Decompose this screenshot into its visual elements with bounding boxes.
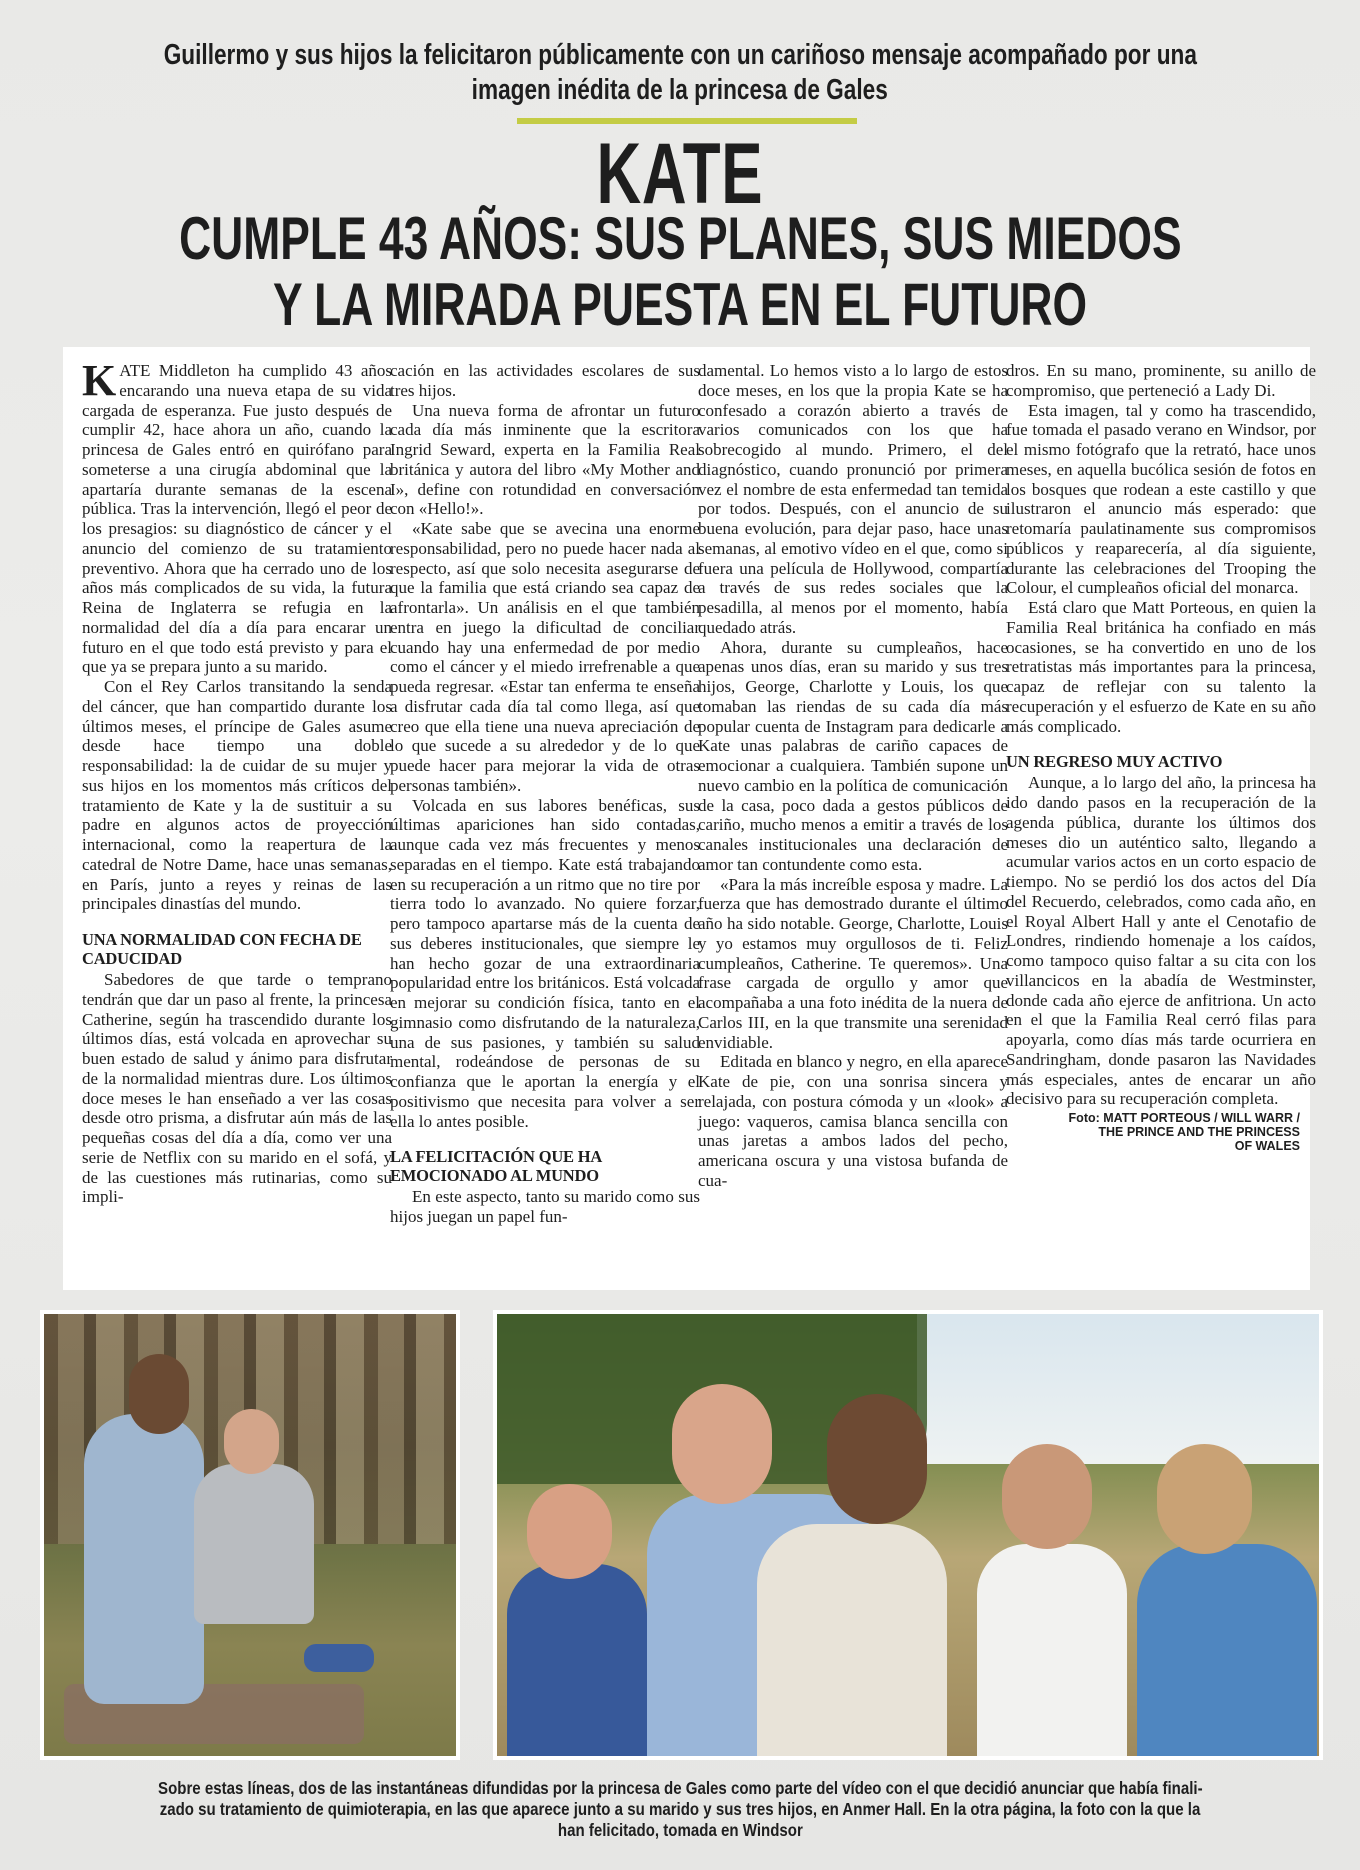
paragraph bbox=[82, 356, 392, 677]
photo-family bbox=[493, 1310, 1323, 1760]
subheading: UN REGRESO MUY ACTIVO bbox=[1006, 752, 1223, 772]
accent-rule bbox=[517, 118, 857, 124]
caption-line: Sobre estas líneas, dos de las instantáneas difundidas por la princesa de Gales como parte del vídeo con el que decidió anunciar que había finali- bbox=[157, 1778, 1203, 1798]
paragraph: Aunque, a lo largo del año, la princesa ha ido dando pasos en la recuperación de la agenda pública, durante los últimos dos meses dio un auténtico salto, llegando a acumular varios actos en un corto espacio de tiempo. No se perdió los dos actos del Día del Recuerdo, celebrados, como cada año, en el Royal Albert Hall y ante el Cenotafio de Londres, rindiendo homenaje a los caídos, como tampoco quiso faltar a su cita con los villancicos en la abadía de Westminster, donde cada año ejerce de anfitriona. Un acto en el que la Familia Real cerró filas para apoyarla, como días más tarde ocurriera en Sandringham, donde pasaron las Navidades más especiales, antes de encarar un año decisivo para su recuperación completa. bbox=[1006, 773, 1316, 1109]
paragraph: Volcada en sus labores benéficas, sus últimas apariciones han sido contadas, aunque cada vez más frecuentes y menos separadas en el tiempo. Kate está trabajando en su recuperación a un ritmo que no tire por tierra todo lo avanzado. No quiere forzar, pero tampoco apartarse más de la cuenta de sus deberes institucionales, que siempre le han hecho gozar de una extraordinaria popularidad entre los británicos. Está volcada en mejorar su condición física, tanto en el gimnasio como disfrutando de la naturaleza, una de sus pasiones, y también su salud mental, rodeándose de personas de su confianza que le aportan la energía y el positivismo que necesita para volver a ser ella lo antes posible. bbox=[390, 795, 700, 1131]
headline-line: CUMPLE 43 AÑOS: SUS PLANES, SUS MIEDOS bbox=[178, 205, 1182, 272]
kicker-line: Guillermo y sus hijos la felicitaron públicamente con un cariñoso mensaje acompañado por una bbox=[163, 39, 1197, 71]
paragraph-text: ATE Middleton ha cumplido 43 años encarando una nueva etapa de su vida cargada de esperanza. Fue justo después de cumplir 42, hace ahora un año, cuando la princesa de Gales entró en quirófano para someterse a una cirugía abdominal que la apartaría durante semanas de la escena pública. Tras la intervención, llegó el peor de los presagios: su diagnóstico de cáncer y el anuncio del comienzo de su tratamiento preventivo. Ahora que ha cerrado uno de los años más complicados de su vida, la futura Reina de Inglaterra se refugia en la normalidad del día a día para encarar un futuro en el que todo está previsto y para el que ya se prepara junto a su marido. bbox=[82, 361, 392, 677]
kicker bbox=[0, 38, 1360, 108]
credit-line: THE PRINCE AND THE PRINCESS bbox=[1098, 1125, 1300, 1139]
credit-line: Foto: MATT PORTEOUS / WILL WARR / bbox=[1068, 1111, 1300, 1125]
paragraph: dros. En su mano, prominente, su anillo de compromiso, que perteneció a Lady Di. bbox=[1006, 361, 1316, 400]
caption-line: zado su tratamiento de quimioterapia, en las que aparece junto a su marido y sus tres hijos, en Anmer Hall. En la otra página, la foto con la que la bbox=[159, 1799, 1201, 1819]
article-body bbox=[63, 347, 1316, 1290]
subheading: LA FELICITACIÓN QUE HA EMOCIONADO AL MUNDO bbox=[390, 1147, 602, 1186]
paragraph: Ahora, durante su cumpleaños, hace apenas unos días, eran su marido y sus tres hijos, George, Charlotte y Louis, los que tomaban las riendas de su cada día más popular cuenta de Instagram para dedicarle a Kate unas palabras de cariño capaces de emocionar a cualquiera. También supone un nuevo cambio en la política de comunicación de la casa, poco dada a gestos públicos de cariño, mucho menos a emitir a través de los canales institucionales una declaración de amor tan contundente como esta. bbox=[698, 637, 1008, 874]
paragraph: Una nueva forma de afrontar un futuro cada día más inminente que la escritora Ingrid Seward, experta en la Familia Real británica y autora del libro «My Mother and I», define con rotundidad en conversación con «Hello!». bbox=[390, 400, 700, 519]
column-3 bbox=[698, 361, 1008, 1191]
paragraph: «Kate sabe que se avecina una enorme responsabilidad, pero no puede hacer nada al respecto, así que solo necesita asegurarse de que la familia que está criando sea capaz de afrontarla». Un análisis en el que también entra en juego la dificultad de conciliar cuando hay una enfermedad de por medio como el cáncer y el miedo irrefrenable a que pueda regresar. «Estar tan enferma te enseña a disfrutar cada día tal como llega, así que creo que ella tiene una nueva apreciación de lo que sucede a su alrededor y de lo que puede hacer para mejorar la vida de otras personas también». bbox=[390, 519, 700, 795]
paragraph: Esta imagen, tal y como ha trascendido, fue tomada el pasado verano en Windsor, por el mismo fotógrafo que la retrató, hace unos meses, en aquella bucólica sesión de fotos en los bosques que rodean a este castillo y que ilustraron el anuncio más esperado: que retomaría paulatinamente sus compromisos públicos y reaparecería, al día siguiente, durante las celebraciones del Trooping the Colour, el cumpleaños oficial del monarca. bbox=[1006, 400, 1316, 598]
photo-credit bbox=[1006, 1111, 1316, 1153]
photo-caption bbox=[40, 1778, 1320, 1841]
column-1 bbox=[82, 356, 392, 1207]
paragraph: cación en las actividades escolares de sus tres hijos. bbox=[390, 361, 700, 400]
paragraph: En este aspecto, tanto su marido como sus hijos juegan un papel fun- bbox=[390, 1187, 700, 1226]
credit-line: OF WALES bbox=[1234, 1139, 1300, 1153]
headline-line: Y LA MIRADA PUESTA EN EL FUTURO bbox=[272, 271, 1088, 338]
drop-cap: K bbox=[82, 356, 117, 405]
paragraph: Sabedores de que tarde o temprano tendrán que dar un paso al frente, la princesa Catherine, según ha trascendido durante los últimos días, está volcada en aprovechar su buen estado de salud y ánimo para disfrutar de la normalidad mientras dure. Los últimos doce meses le han enseñado a ver las cosas desde otro prisma, a disfrutar aún más de las pequeñas cosas del día a día, como ver una serie de Netflix con su marido en el sofá, y de las cuestiones más rutinarias, como su impli- bbox=[82, 970, 392, 1207]
paragraph: Con el Rey Carlos transitando la senda del cáncer, que han compartido durante los últimos meses, el príncipe de Gales asume desde hace tiempo una doble responsabilidad: la de cuidar de su mujer y sus hijos en los momentos más críticos del tratamiento de Kate y la de sustituir a su padre en algunos actos de proyección internacional, como la reapertura de la catedral de Notre Dame, hace unas semanas, en París, junto a reyes y reinas de las principales dinastías del mundo. bbox=[82, 677, 392, 914]
photo-couple-forest bbox=[40, 1310, 460, 1760]
headline bbox=[0, 206, 1360, 338]
paragraph: Está claro que Matt Porteous, en quien la Familia Real británica ha confiado en más ocasiones, se ha convertido en uno de los retratistas más importantes para la princesa, capaz de reflejar con su talento la recuperación y el esfuerzo de Kate en su año más complicado. bbox=[1006, 598, 1316, 736]
column-2 bbox=[390, 361, 700, 1227]
paragraph: Editada en blanco y negro, en ella aparece Kate de pie, con una sonrisa sincera y relajada, con postura cómoda y un «look» a juego: vaqueros, camisa blanca sencilla con unas jaretas a ambos lados del pecho, americana oscura y una vistosa bufanda de cua- bbox=[698, 1052, 1008, 1190]
caption-line: han felicitado, tomada en Windsor bbox=[557, 1820, 803, 1840]
title-text: KATE bbox=[596, 126, 764, 222]
paragraph: «Para la más increíble esposa y madre. La fuerza que has demostrado durante el último año ha sido notable. George, Charlotte, Louis y yo estamos muy orgullosos de ti. Feliz cumpleaños, Catherine. Te queremos». Una frase cargada de orgullo y amor que acompañaba a una foto inédita de la nuera de Carlos III, en la que transmite una serenidad envidiable. bbox=[698, 874, 1008, 1052]
kicker-line: imagen inédita de la princesa de Gales bbox=[471, 74, 889, 106]
paragraph: damental. Lo hemos visto a lo largo de estos doce meses, en los que la propia Kate se ha confesado a corazón abierto a través de varios comunicados con los que ha sobrecogido al mundo. Primero, el del diagnóstico, cuando pronunció por primera vez el nombre de esta enfermedad tan temida por todos. Después, con el anuncio de su buena evolución, para dejar paso, hace unas semanas, al emotivo vídeo en el que, como si fuera una película de Hollywood, compartía a través de sus redes sociales que la pesadilla, al menos por el momento, había quedado atrás. bbox=[698, 361, 1008, 637]
subheading: UNA NORMALIDAD CON FECHA DE CADUCIDAD bbox=[82, 930, 362, 968]
column-4 bbox=[1006, 361, 1316, 1153]
